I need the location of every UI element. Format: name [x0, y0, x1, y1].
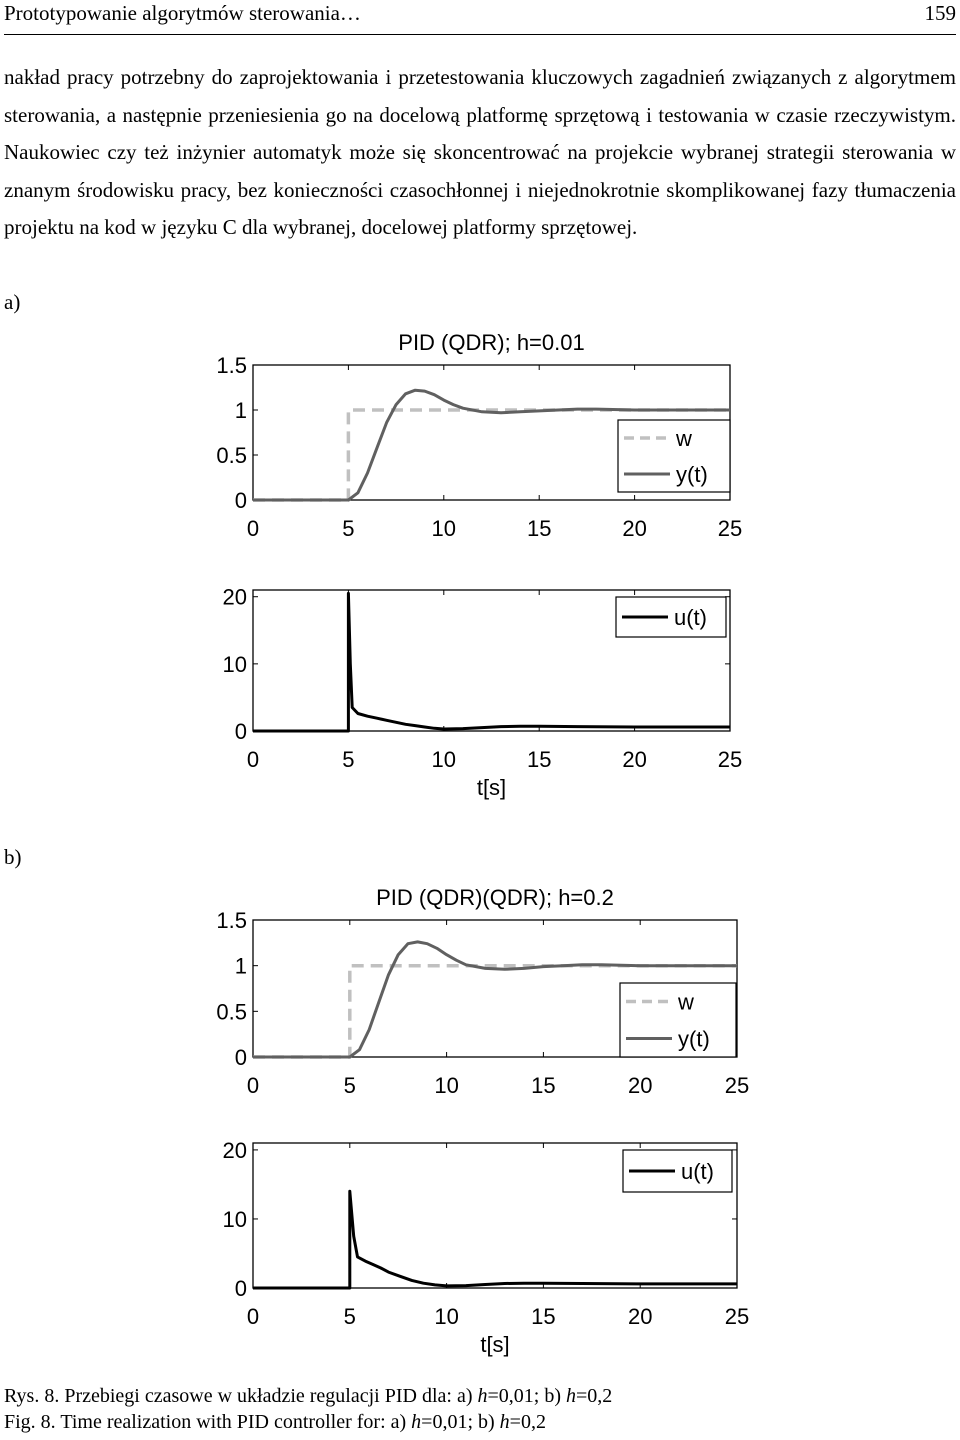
chart2-x-axis-label: t[s]: [476, 775, 507, 800]
chart4-x-axis-label: t[s]: [480, 1332, 510, 1357]
chart1-y-tick-label: 0.5: [216, 443, 247, 468]
chart4-legend-label-ut: u(t): [681, 1159, 714, 1184]
caption-polish-h2-val: =0,2: [576, 1385, 613, 1407]
caption-polish-h2-var: h: [566, 1385, 576, 1407]
chart4-series-ut-line: [253, 1191, 737, 1288]
caption-english-prefix: Fig. 8. Time realization with PID controller for: a): [4, 1411, 412, 1433]
chart2-y-tick-label: 20: [222, 584, 247, 610]
chart1-legend-box: [618, 420, 730, 492]
chart3-y-tick-label: 1: [234, 953, 247, 979]
chart3-legend-label-w: w: [678, 989, 694, 1015]
chart3-x-tick-label: 20: [627, 1073, 653, 1098]
chart4-y-tick-label: 20: [222, 1137, 247, 1163]
chart1-x-tick-label: 10: [431, 516, 457, 541]
caption-polish-h1-var: h: [477, 1385, 488, 1407]
chart3-y-tick-label: 0.5: [216, 999, 247, 1025]
caption-english-h2-var: h: [499, 1411, 510, 1433]
caption-english-h1-val: =0,01; b): [421, 1411, 500, 1433]
chart3-y-tick-label: 0: [234, 1045, 247, 1070]
chart1-y-tick-label: 1: [234, 398, 247, 423]
chart4-x-tick-label: 0: [246, 1304, 260, 1329]
chart4-x-tick-label: 20: [627, 1304, 653, 1329]
caption-polish-prefix: Rys. 8. Przebiegi czasowe w układzie regulacji PID dla: a): [4, 1385, 478, 1407]
chart2-x-tick-label: 5: [342, 747, 355, 772]
chart4-x-tick-label: 25: [724, 1304, 750, 1329]
chart3-x-tick-label: 15: [531, 1073, 556, 1098]
chart2-y-tick-label: 10: [222, 651, 247, 677]
chart1-y-tick-label: 1.5: [216, 353, 247, 378]
chart2-x-tick-label: 15: [526, 747, 552, 772]
chart3-x-tick-label: 0: [246, 1073, 260, 1098]
chart3-x-tick-label: 10: [434, 1073, 459, 1098]
chart2-x-tick-label: 20: [622, 747, 647, 772]
chart1-x-tick-label: 5: [342, 516, 355, 541]
caption-polish: [4, 1385, 612, 1408]
subfigure-label-b: b): [4, 845, 22, 869]
page-number: 159: [924, 1, 956, 25]
chart3-y-tick-label: 1.5: [216, 908, 247, 933]
chart3-x-tick-label: 25: [724, 1073, 750, 1098]
caption-english-h1-var: h: [411, 1411, 422, 1433]
chart4-y-tick-label: 0: [234, 1276, 247, 1301]
chart1-legend-label-yt: y(t): [676, 462, 708, 487]
chart2-legend-label-ut: u(t): [674, 605, 707, 630]
chart4-x-tick-label: 5: [343, 1304, 356, 1329]
running-title: Prototypowanie algorytmów sterowania…: [4, 1, 361, 25]
chart3-legend-label-yt: y(t): [678, 1026, 710, 1052]
chart3-title: PID (QDR)(QDR); h=0.2: [376, 885, 614, 910]
chart1-y-tick-label: 0: [234, 488, 247, 513]
chart2-x-tick-label: 10: [431, 747, 457, 772]
chart4-x-tick-label: 15: [531, 1304, 556, 1329]
caption-polish-h1-val: =0,01; b): [487, 1385, 566, 1407]
chart2-y-tick-label: 0: [234, 719, 247, 744]
chart1-legend-label-w: w: [676, 426, 692, 451]
subfigure-label-a: a): [4, 290, 21, 314]
chart2-x-tick-label: 0: [246, 747, 260, 772]
chart1-x-tick-label: 15: [526, 516, 552, 541]
caption-english: [4, 1411, 546, 1434]
chart1-x-tick-label: 25: [717, 516, 743, 541]
chart1-x-tick-label: 0: [246, 516, 260, 541]
chart1-x-tick-label: 20: [622, 516, 647, 541]
chart4-x-tick-label: 10: [434, 1304, 459, 1329]
body-paragraph: nakład pracy potrzebny do zaprojektowania i przetestowania kluczowych zagadnień związanych z algorytmem sterowania, a następnie przeniesienia go na docelową platformę sprzętową i testowania w czasie rzeczywistym. Naukowiec czy też inżynier automatyk może się skoncentrować na projekcie wybranej strategii sterowania w znanym środowisku pracy, bez konieczności czasochłonnej i niejednokrotnie skomplikowanej fazy tłumaczenia projektu na kod w języku C dla wybranej, docelowej platformy sprzętowej.: [4, 65, 956, 240]
chart3-x-tick-label: 5: [343, 1073, 356, 1098]
chart1-title: PID (QDR); h=0.01: [398, 330, 585, 355]
chart2-x-tick-label: 25: [717, 747, 743, 772]
chart4-y-tick-label: 10: [222, 1206, 247, 1232]
caption-english-h2-val: =0,2: [509, 1411, 546, 1433]
